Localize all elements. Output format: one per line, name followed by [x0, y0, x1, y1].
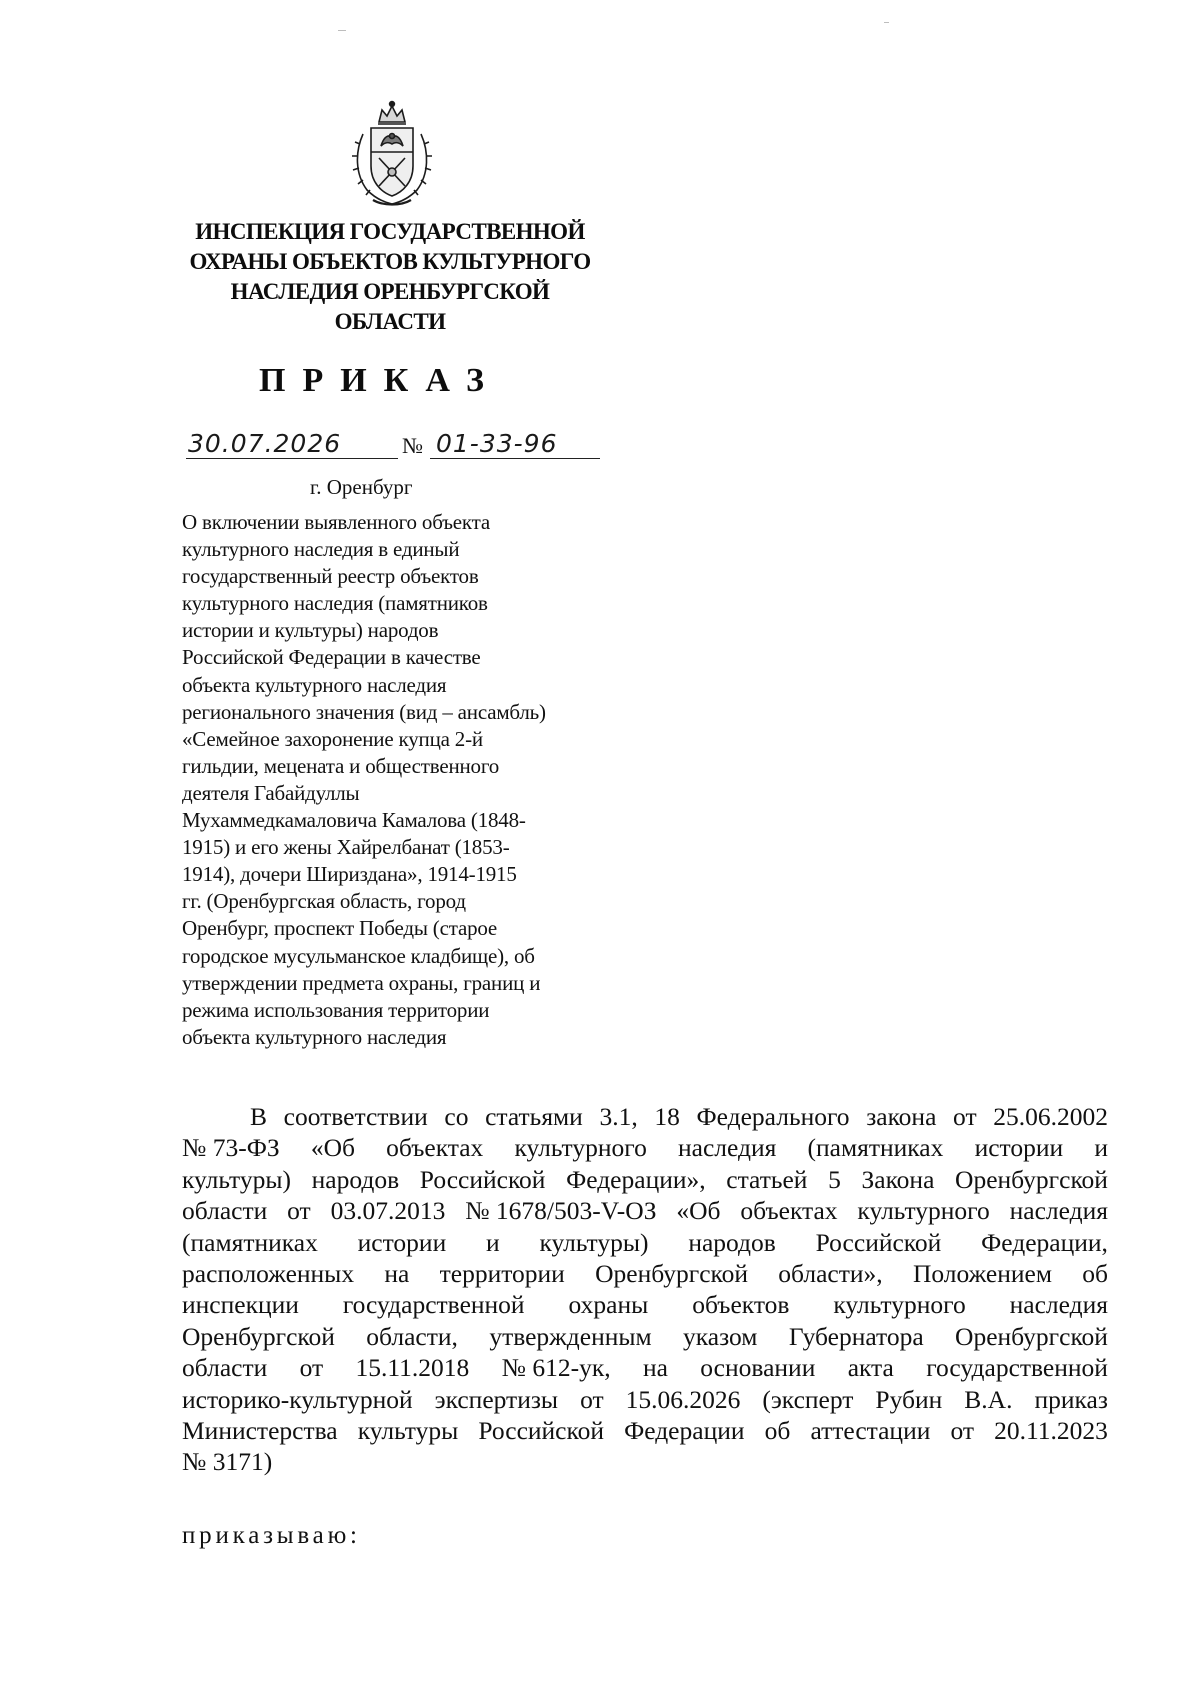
subject-line: О включении выявленного объекта	[182, 510, 491, 534]
body-word: от	[299, 1353, 324, 1383]
subject-line: деятеля Габайдуллы	[182, 780, 360, 805]
body-word: на	[384, 1259, 410, 1289]
order-city: г. Оренбург	[310, 475, 413, 499]
body-word: (эксперт	[762, 1384, 854, 1414]
body-word: об	[764, 1416, 791, 1446]
body-word: (памятниках	[807, 1133, 944, 1163]
order-directive-word: приказываю:	[182, 1522, 361, 1549]
subject-line: Российской Федерации в качестве	[182, 645, 481, 670]
body-word: соответствии	[283, 1102, 428, 1131]
order-title: ПРИКАЗ	[259, 362, 501, 399]
body-word: наследия	[678, 1133, 777, 1163]
body-word: Федерации	[624, 1416, 745, 1446]
order-date-number-line	[186, 424, 606, 468]
body-line	[182, 1132, 1108, 1163]
body-line: № 3171)	[182, 1447, 273, 1477]
subject-line: государственный реестр объектов	[182, 564, 479, 589]
subject-line: 1915) и его жены Хайрелбанат (1853-	[182, 835, 510, 860]
body-word: Российской	[419, 1164, 546, 1194]
body-word: культурного	[833, 1290, 966, 1320]
agency-name-line: ОБЛАСТИ	[334, 309, 446, 334]
body-word: наследия	[1009, 1290, 1108, 1320]
body-word: 20.11.2023	[994, 1416, 1108, 1446]
body-word: Оренбургской	[955, 1321, 1108, 1351]
body-word: культуры)	[539, 1227, 649, 1257]
subject-line: режима использования территории	[182, 997, 490, 1022]
body-word: 25.06.2002	[993, 1102, 1108, 1131]
body-word: указом	[683, 1321, 758, 1351]
body-word: истории	[357, 1227, 447, 1257]
body-line	[182, 1164, 1108, 1195]
body-word: и	[486, 1227, 500, 1257]
number-sign: №	[402, 433, 423, 458]
subject-line: утверждении предмета охраны, границ и	[182, 970, 541, 995]
body-word: территории	[439, 1259, 565, 1289]
subject-line: культурного наследия (памятников	[182, 591, 488, 616]
body-word: историко-культурной	[182, 1384, 413, 1414]
body-line	[182, 1352, 1108, 1383]
body-word: Оренбургской	[955, 1164, 1108, 1194]
body-word: приказ	[1034, 1384, 1108, 1414]
order-date: 30.07.2026	[188, 429, 342, 458]
body-word: статьями	[485, 1102, 583, 1131]
body-word: расположенных	[182, 1259, 355, 1289]
body-word: № 1678/503-V-ОЗ	[465, 1196, 657, 1226]
body-word: от	[953, 1102, 977, 1131]
body-word: 03.07.2013	[330, 1196, 446, 1226]
subject-line: истории и культуры) народов	[182, 618, 439, 643]
body-word: Оренбургской	[182, 1321, 335, 1351]
body-word: культурного	[514, 1133, 647, 1163]
body-word: Положением	[912, 1259, 1052, 1289]
body-word: 15.11.2018	[355, 1353, 470, 1383]
body-word: № 612-ук,	[501, 1353, 611, 1383]
body-word: «Об	[676, 1196, 721, 1226]
subject-line: «Семейное захоронение купца 2-й	[182, 726, 483, 751]
body-word: № 73-ФЗ	[182, 1133, 280, 1163]
body-word: акта	[847, 1353, 894, 1383]
order-subject	[182, 509, 602, 1051]
body-word: В.А.	[964, 1384, 1013, 1414]
body-word: от	[580, 1384, 604, 1414]
body-word: народов	[688, 1227, 776, 1257]
subject-line: регионального значения (вид – ансамбль)	[182, 699, 546, 724]
body-word: объектов	[692, 1290, 790, 1320]
body-word: Губернатора	[788, 1321, 924, 1351]
body-word: В	[250, 1102, 268, 1131]
agency-name-line: ИНСПЕКЦИЯ ГОСУДАРСТВЕННОЙ	[195, 219, 585, 244]
order-body-paragraph	[182, 1101, 1108, 1478]
body-word: культуры	[357, 1416, 459, 1446]
body-word: на	[642, 1353, 668, 1383]
date-underline	[186, 458, 398, 459]
subject-line: Мухаммедкамаловича Камалова (1848-	[182, 808, 526, 833]
body-line	[182, 1289, 1108, 1320]
subject-line: культурного наследия в единый	[182, 537, 460, 562]
body-word: области	[182, 1196, 268, 1226]
subject-line: гильдии, мецената и общественного	[182, 753, 500, 778]
body-word: от	[950, 1416, 975, 1446]
body-word: «Об	[310, 1133, 355, 1163]
body-word: культурного	[857, 1196, 990, 1226]
body-word: области,	[366, 1321, 458, 1351]
subject-line: городское мусульманское кладбище), об	[182, 943, 535, 968]
body-line	[182, 1101, 1108, 1132]
body-word: (памятниках	[182, 1227, 318, 1257]
body-line	[182, 1195, 1108, 1226]
body-word: 18	[654, 1102, 680, 1131]
body-word: области»,	[778, 1259, 883, 1289]
body-word: 15.06.2026	[625, 1384, 741, 1414]
agency-name-line: НАСЛЕДИЯ ОРЕНБУРГСКОЙ	[230, 279, 550, 304]
body-line	[182, 1258, 1108, 1289]
body-word: Федерального	[696, 1102, 850, 1131]
orenburg-coat-of-arms-emblem	[349, 100, 435, 212]
body-word: государственной	[342, 1290, 525, 1320]
body-word: 3.1,	[599, 1102, 638, 1131]
body-word: Российской	[815, 1227, 942, 1257]
body-word: Рубин	[875, 1384, 943, 1414]
body-word: Российской	[478, 1416, 604, 1446]
body-word: об	[1082, 1259, 1108, 1289]
body-word: культуры)	[182, 1164, 291, 1194]
body-word: Федерации,	[981, 1227, 1108, 1257]
subject-line: Оренбург, проспект Победы (старое	[182, 916, 498, 941]
body-line	[182, 1384, 1108, 1415]
body-word: народов	[311, 1164, 400, 1194]
body-word: утвержденным	[489, 1321, 652, 1351]
agency-name-line: ОХРАНЫ ОБЪЕКТОВ КУЛЬТУРНОГО	[189, 249, 591, 274]
scan-artifact	[338, 30, 346, 31]
body-word: охраны	[568, 1290, 649, 1320]
subject-line: объекта культурного наследия	[182, 672, 447, 697]
body-word: аттестации	[810, 1416, 931, 1446]
body-word: объектах	[386, 1133, 484, 1163]
body-word: объектах	[740, 1196, 838, 1226]
body-word: основании	[700, 1353, 816, 1383]
body-word: статьей	[726, 1164, 808, 1194]
body-word: закона	[866, 1102, 937, 1131]
scan-artifact	[884, 22, 889, 23]
subject-line: гг. (Оренбургская область, город	[182, 889, 466, 914]
body-line	[182, 1227, 1108, 1258]
body-word: 5	[828, 1164, 841, 1194]
body-word: Оренбургской	[595, 1259, 749, 1289]
body-line	[182, 1321, 1108, 1352]
subject-line: объекта культурного наследия	[182, 1024, 447, 1049]
body-word: наследия	[1009, 1196, 1108, 1226]
body-word: области	[182, 1353, 268, 1383]
body-word: истории	[974, 1133, 1064, 1163]
body-word: Министерства	[182, 1416, 338, 1446]
body-word: от	[287, 1196, 311, 1226]
body-word: экспертизы	[434, 1384, 559, 1414]
body-word: со	[444, 1102, 469, 1131]
body-line	[182, 1415, 1108, 1446]
body-word: и	[1094, 1133, 1108, 1163]
agency-name	[160, 217, 620, 337]
body-word: Закона	[861, 1164, 935, 1194]
order-number: 01-33-96	[436, 429, 558, 458]
body-word: государственной	[926, 1353, 1108, 1383]
body-word: инспекции	[182, 1290, 299, 1320]
subject-line: 1914), дочери Шириздана», 1914-1915	[182, 862, 517, 887]
body-word: Федерации»,	[566, 1164, 706, 1194]
number-underline	[430, 458, 600, 459]
